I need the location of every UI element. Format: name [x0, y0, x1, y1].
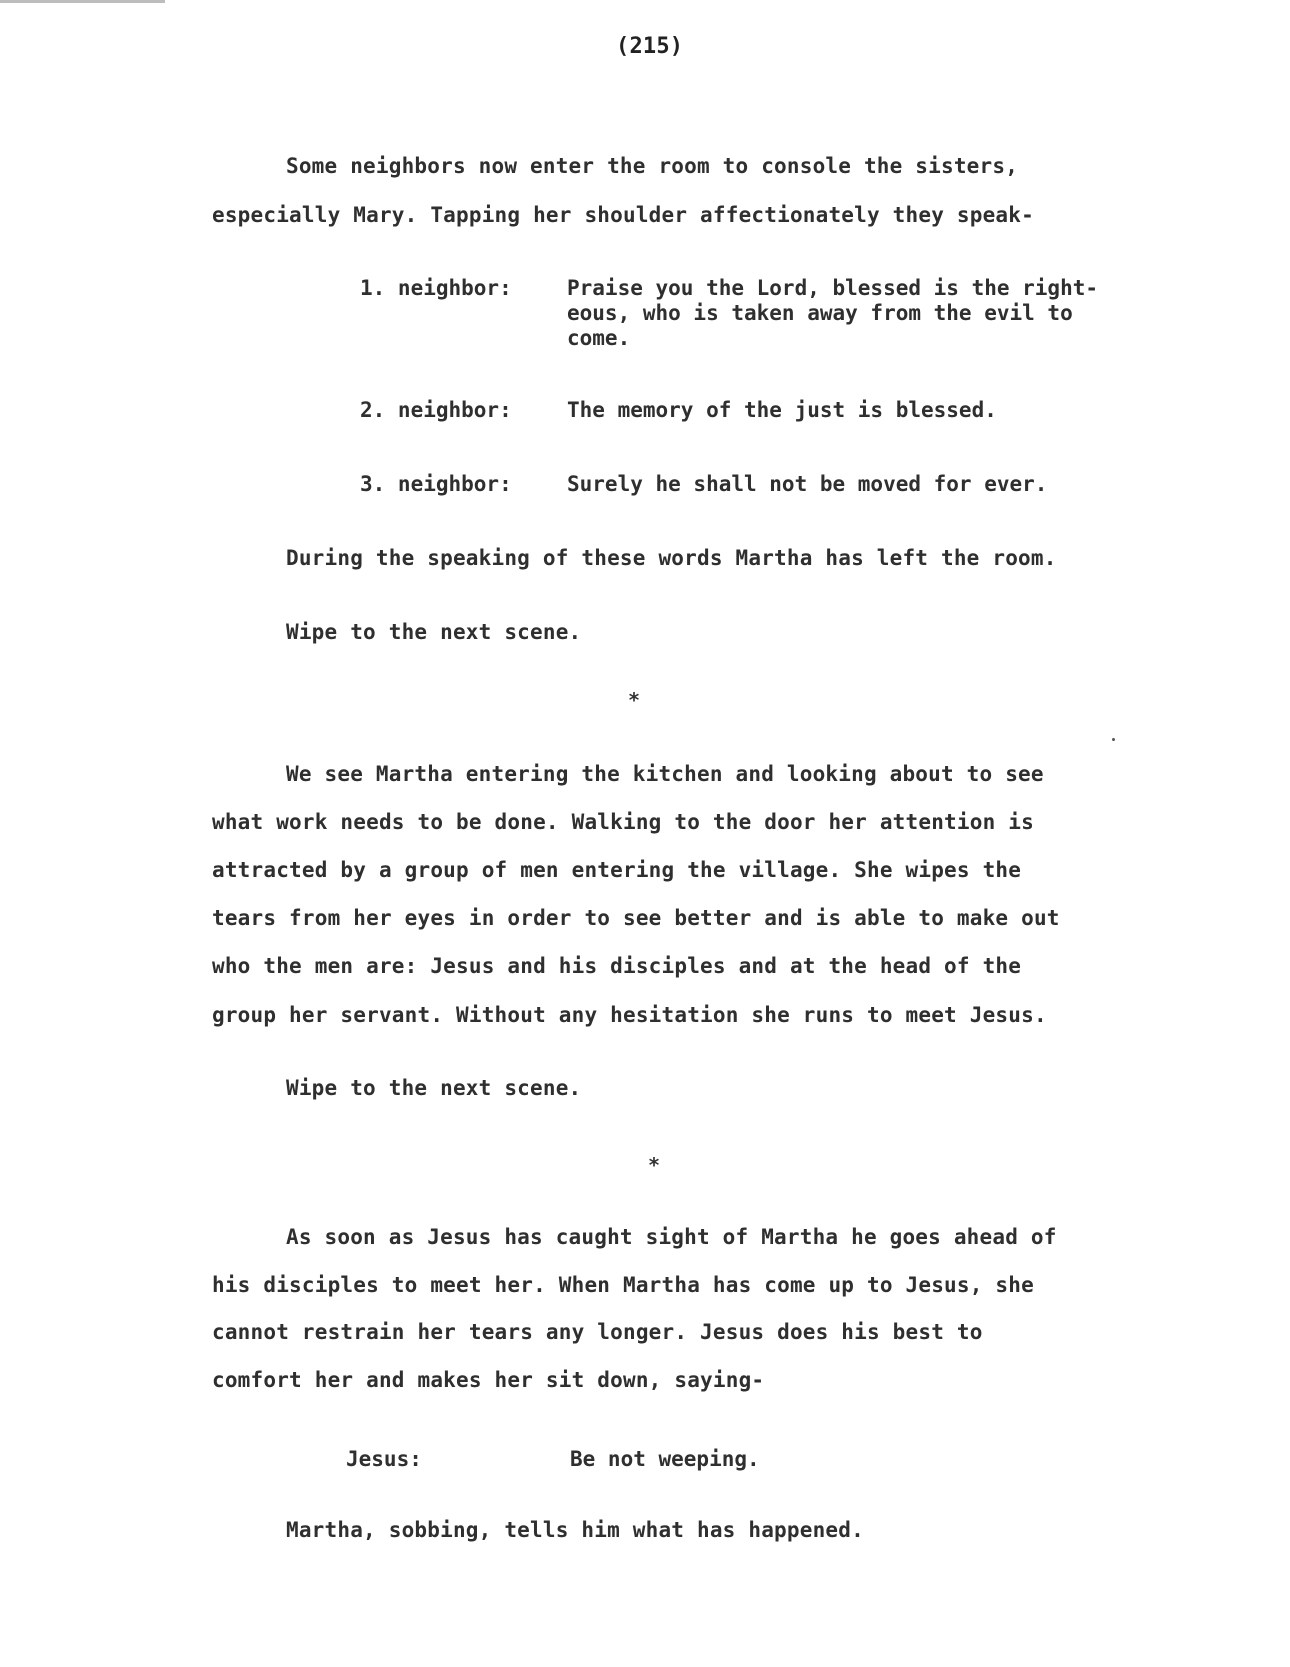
page-number: (215)	[616, 34, 684, 59]
scene2-line-3: attracted by a group of men entering the village. She wipes the	[212, 858, 1022, 882]
scan-edge-line	[0, 0, 165, 3]
wipe-direction-2: Wipe to the next scene.	[286, 1076, 582, 1100]
scene2-line-1: We see Martha entering the kitchen and looking about to see	[286, 762, 1044, 786]
scene-separator-1: *	[628, 688, 641, 712]
scan-speck	[1112, 738, 1115, 741]
neighbor-2-speech	[567, 398, 997, 423]
neighbor-3-speaker: 3. neighbor:	[360, 472, 512, 496]
closing-line: Martha, sobbing, tells him what has happened.	[286, 1518, 864, 1542]
scene2-line-6: group her servant. Without any hesitation she runs to meet Jesus.	[212, 1003, 1047, 1027]
scene3-line-4: comfort her and makes her sit down, saying-	[212, 1368, 765, 1392]
scene3-line-2: his disciples to meet her. When Martha has come up to Jesus, she	[212, 1273, 1034, 1297]
neighbor-2-line-1: The memory of the just is blessed.	[567, 398, 997, 422]
intro-line-1: Some neighbors now enter the room to console the sisters,	[286, 154, 1019, 178]
intro-line-2: especially Mary. Tapping her shoulder affectionately they speak-	[212, 203, 1034, 227]
after-neighbors-line: During the speaking of these words Martha has left the room.	[286, 546, 1057, 570]
wipe-direction-1: Wipe to the next scene.	[286, 620, 582, 644]
jesus-speech: Be not weeping.	[570, 1447, 760, 1471]
neighbor-1-speech	[567, 276, 1098, 351]
neighbor-3-line-1: Surely he shall not be moved for ever.	[567, 472, 1048, 496]
neighbor-3-speech	[567, 472, 1047, 497]
scene3-line-1: As soon as Jesus has caught sight of Martha he goes ahead of	[286, 1225, 1057, 1249]
scene2-line-4: tears from her eyes in order to see better and is able to make out	[212, 906, 1060, 930]
scene-separator-2: *	[648, 1153, 661, 1177]
neighbor-1-line-3: come.	[567, 326, 631, 350]
scene3-line-3: cannot restrain her tears any longer. Jesus does his best to	[212, 1320, 983, 1344]
neighbor-2-speaker: 2. neighbor:	[360, 398, 512, 422]
neighbor-1-line-1: Praise you the Lord, blessed is the right-	[567, 276, 1099, 300]
neighbor-1-line-2: eous, who is taken away from the evil to	[567, 301, 1073, 325]
scene2-line-2: what work needs to be done. Walking to the door her attention is	[212, 810, 1034, 834]
scene2-line-5: who the men are: Jesus and his disciples and at the head of the	[212, 954, 1022, 978]
neighbor-1-speaker: 1. neighbor:	[360, 276, 512, 300]
jesus-speaker: Jesus:	[346, 1447, 422, 1471]
